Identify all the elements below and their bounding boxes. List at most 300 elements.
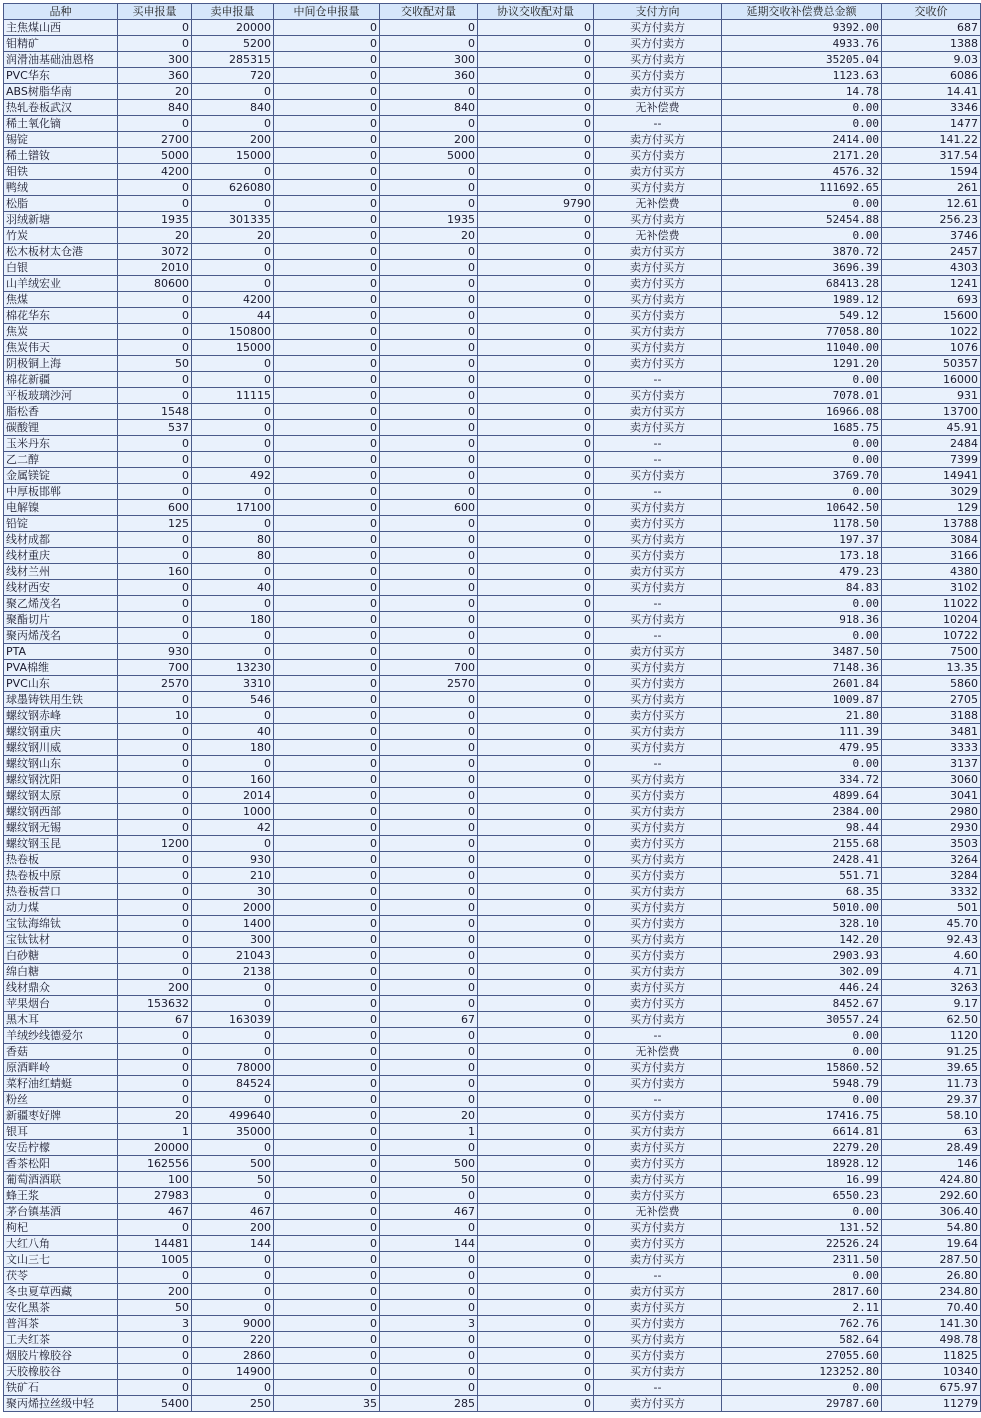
cell-mid-qty: 0 <box>274 820 380 836</box>
cell-mid-qty: 0 <box>274 52 380 68</box>
cell-sell-qty: 30 <box>192 884 274 900</box>
cell-buy-qty: 0 <box>118 884 192 900</box>
cell-mid-qty: 0 <box>274 1300 380 1316</box>
cell-settle-price: 45.70 <box>882 916 981 932</box>
cell-sell-qty: 0 <box>192 1380 274 1396</box>
cell-settle-price: 3264 <box>882 852 981 868</box>
cell-compensation: 0.00 <box>722 452 882 468</box>
cell-mid-qty: 0 <box>274 20 380 36</box>
cell-match-qty: 1935 <box>380 212 478 228</box>
cell-compensation: 111.39 <box>722 724 882 740</box>
cell-settle-price: 39.65 <box>882 1060 981 1076</box>
cell-agreement-qty: 0 <box>478 708 594 724</box>
cell-match-qty: 0 <box>380 580 478 596</box>
cell-compensation: 446.24 <box>722 980 882 996</box>
cell-compensation: 17416.75 <box>722 1108 882 1124</box>
cell-sell-qty: 250 <box>192 1396 274 1412</box>
cell-match-qty: 300 <box>380 52 478 68</box>
cell-compensation: 6550.23 <box>722 1188 882 1204</box>
cell-pay-direction: -- <box>594 372 722 388</box>
cell-pay-direction: 卖方付买方 <box>594 980 722 996</box>
cell-pay-direction: 买方付卖方 <box>594 468 722 484</box>
cell-product: 线材成都 <box>4 532 118 548</box>
cell-match-qty: 0 <box>380 964 478 980</box>
cell-agreement-qty: 0 <box>478 1380 594 1396</box>
cell-mid-qty: 0 <box>274 644 380 660</box>
cell-sell-qty: 3310 <box>192 676 274 692</box>
header-pay-direction: 支付方向 <box>594 4 722 20</box>
cell-mid-qty: 0 <box>274 420 380 436</box>
cell-sell-qty: 0 <box>192 244 274 260</box>
cell-product: 锡锭 <box>4 132 118 148</box>
cell-compensation: 479.95 <box>722 740 882 756</box>
table-row <box>4 692 981 708</box>
cell-product: 螺纹钢沈阳 <box>4 772 118 788</box>
cell-buy-qty: 0 <box>118 804 192 820</box>
cell-compensation: 479.23 <box>722 564 882 580</box>
table-row <box>4 276 981 292</box>
cell-pay-direction: 买方付卖方 <box>594 788 722 804</box>
cell-pay-direction: 买方付卖方 <box>594 580 722 596</box>
cell-agreement-qty: 0 <box>478 564 594 580</box>
cell-match-qty: 144 <box>380 1236 478 1252</box>
cell-product: 润滑油基础油恩格 <box>4 52 118 68</box>
table-row <box>4 132 981 148</box>
cell-mid-qty: 0 <box>274 1236 380 1252</box>
cell-agreement-qty: 0 <box>478 660 594 676</box>
cell-match-qty: 0 <box>380 932 478 948</box>
cell-buy-qty: 0 <box>118 948 192 964</box>
cell-settle-price: 424.80 <box>882 1172 981 1188</box>
cell-settle-price: 11022 <box>882 596 981 612</box>
cell-mid-qty: 0 <box>274 708 380 724</box>
cell-buy-qty: 4200 <box>118 164 192 180</box>
cell-match-qty: 0 <box>380 1188 478 1204</box>
cell-product: 螺纹钢川威 <box>4 740 118 756</box>
cell-compensation: 0.00 <box>722 228 882 244</box>
cell-settle-price: 26.80 <box>882 1268 981 1284</box>
cell-pay-direction: 买方付卖方 <box>594 724 722 740</box>
cell-compensation: 3769.70 <box>722 468 882 484</box>
cell-product: 松木板材太仓港 <box>4 244 118 260</box>
table-row <box>4 388 981 404</box>
cell-mid-qty: 0 <box>274 1332 380 1348</box>
cell-product: ABS树脂华南 <box>4 84 118 100</box>
table-row <box>4 212 981 228</box>
cell-buy-qty: 840 <box>118 100 192 116</box>
cell-buy-qty: 0 <box>118 180 192 196</box>
cell-buy-qty: 0 <box>118 116 192 132</box>
cell-agreement-qty: 0 <box>478 580 594 596</box>
cell-settle-price: 19.64 <box>882 1236 981 1252</box>
cell-match-qty: 0 <box>380 1380 478 1396</box>
table-row <box>4 84 981 100</box>
cell-sell-qty: 2014 <box>192 788 274 804</box>
cell-buy-qty: 20 <box>118 84 192 100</box>
cell-agreement-qty: 0 <box>478 372 594 388</box>
cell-compensation: 334.72 <box>722 772 882 788</box>
table-row <box>4 596 981 612</box>
table-row <box>4 20 981 36</box>
table-row <box>4 484 981 500</box>
cell-sell-qty: 0 <box>192 708 274 724</box>
cell-pay-direction: -- <box>594 116 722 132</box>
cell-settle-price: 14941 <box>882 468 981 484</box>
cell-agreement-qty: 0 <box>478 1284 594 1300</box>
cell-sell-qty: 467 <box>192 1204 274 1220</box>
cell-mid-qty: 0 <box>274 452 380 468</box>
table-row <box>4 452 981 468</box>
cell-product: 茯苓 <box>4 1268 118 1284</box>
cell-product: 香茶松阳 <box>4 1156 118 1172</box>
cell-sell-qty: 0 <box>192 836 274 852</box>
cell-agreement-qty: 0 <box>478 628 594 644</box>
cell-pay-direction: 买方付卖方 <box>594 676 722 692</box>
cell-compensation: 3696.39 <box>722 260 882 276</box>
cell-product: 松脂 <box>4 196 118 212</box>
cell-buy-qty: 0 <box>118 756 192 772</box>
cell-mid-qty: 0 <box>274 500 380 516</box>
cell-mid-qty: 0 <box>274 308 380 324</box>
cell-compensation: 98.44 <box>722 820 882 836</box>
cell-agreement-qty: 0 <box>478 836 594 852</box>
cell-compensation: 0.00 <box>722 756 882 772</box>
cell-settle-price: 91.25 <box>882 1044 981 1060</box>
table-row <box>4 436 981 452</box>
cell-sell-qty: 15000 <box>192 148 274 164</box>
cell-buy-qty: 0 <box>118 788 192 804</box>
cell-compensation: 918.36 <box>722 612 882 628</box>
cell-buy-qty: 3 <box>118 1316 192 1332</box>
cell-compensation: 762.76 <box>722 1316 882 1332</box>
cell-buy-qty: 5000 <box>118 148 192 164</box>
cell-mid-qty: 0 <box>274 900 380 916</box>
cell-pay-direction: 无补偿费 <box>594 1044 722 1060</box>
cell-mid-qty: 0 <box>274 980 380 996</box>
cell-agreement-qty: 0 <box>478 52 594 68</box>
cell-match-qty: 0 <box>380 740 478 756</box>
cell-match-qty: 2570 <box>380 676 478 692</box>
cell-sell-qty: 9000 <box>192 1316 274 1332</box>
table-row <box>4 100 981 116</box>
cell-buy-qty: 0 <box>118 596 192 612</box>
cell-product: 安化黑茶 <box>4 1300 118 1316</box>
cell-match-qty: 0 <box>380 324 478 340</box>
cell-pay-direction: 卖方付买方 <box>594 1284 722 1300</box>
cell-buy-qty: 1548 <box>118 404 192 420</box>
cell-compensation: 68413.28 <box>722 276 882 292</box>
cell-settle-price: 1076 <box>882 340 981 356</box>
cell-sell-qty: 21043 <box>192 948 274 964</box>
table-row <box>4 1236 981 1252</box>
cell-buy-qty: 0 <box>118 692 192 708</box>
cell-settle-price: 129 <box>882 500 981 516</box>
cell-match-qty: 20 <box>380 228 478 244</box>
cell-agreement-qty: 0 <box>478 452 594 468</box>
cell-sell-qty: 11115 <box>192 388 274 404</box>
cell-sell-qty: 0 <box>192 644 274 660</box>
table-row <box>4 740 981 756</box>
cell-mid-qty: 0 <box>274 996 380 1012</box>
settlement-table-container <box>3 3 981 1412</box>
cell-compensation: 14.78 <box>722 84 882 100</box>
cell-agreement-qty: 0 <box>478 1124 594 1140</box>
cell-compensation: 0.00 <box>722 436 882 452</box>
cell-sell-qty: 0 <box>192 628 274 644</box>
cell-product: 蜂王浆 <box>4 1188 118 1204</box>
cell-mid-qty: 0 <box>274 356 380 372</box>
cell-product: 烟胶片橡胶谷 <box>4 1348 118 1364</box>
table-row <box>4 1044 981 1060</box>
cell-product: 螺纹钢山东 <box>4 756 118 772</box>
cell-pay-direction: 买方付卖方 <box>594 820 722 836</box>
cell-sell-qty: 220 <box>192 1332 274 1348</box>
cell-pay-direction: 卖方付买方 <box>594 356 722 372</box>
cell-settle-price: 3102 <box>882 580 981 596</box>
cell-product: 工夫红茶 <box>4 1332 118 1348</box>
cell-pay-direction: 卖方付买方 <box>594 644 722 660</box>
cell-mid-qty: 0 <box>274 84 380 100</box>
table-row <box>4 468 981 484</box>
cell-product: 白银 <box>4 260 118 276</box>
cell-match-qty: 0 <box>380 1348 478 1364</box>
cell-pay-direction: 买方付卖方 <box>594 500 722 516</box>
cell-match-qty: 0 <box>380 612 478 628</box>
cell-mid-qty: 0 <box>274 1252 380 1268</box>
cell-compensation: 84.83 <box>722 580 882 596</box>
cell-mid-qty: 0 <box>274 916 380 932</box>
cell-settle-price: 29.37 <box>882 1092 981 1108</box>
table-row <box>4 772 981 788</box>
cell-buy-qty: 0 <box>118 1364 192 1380</box>
cell-agreement-qty: 0 <box>478 36 594 52</box>
cell-agreement-qty: 0 <box>478 1316 594 1332</box>
cell-settle-price: 10340 <box>882 1364 981 1380</box>
table-row <box>4 292 981 308</box>
cell-product: 文山三七 <box>4 1252 118 1268</box>
cell-settle-price: 3284 <box>882 868 981 884</box>
cell-mid-qty: 0 <box>274 548 380 564</box>
cell-buy-qty: 0 <box>118 436 192 452</box>
cell-match-qty: 0 <box>380 1268 478 1284</box>
table-row <box>4 644 981 660</box>
cell-compensation: 4899.64 <box>722 788 882 804</box>
cell-match-qty: 0 <box>380 1252 478 1268</box>
cell-match-qty: 0 <box>380 1028 478 1044</box>
cell-sell-qty: 180 <box>192 612 274 628</box>
cell-match-qty: 700 <box>380 660 478 676</box>
cell-buy-qty: 0 <box>118 372 192 388</box>
cell-compensation: 52454.88 <box>722 212 882 228</box>
cell-compensation: 77058.80 <box>722 324 882 340</box>
table-row <box>4 1364 981 1380</box>
cell-agreement-qty: 0 <box>478 1140 594 1156</box>
cell-compensation: 173.18 <box>722 548 882 564</box>
cell-buy-qty: 1935 <box>118 212 192 228</box>
cell-compensation: 68.35 <box>722 884 882 900</box>
cell-agreement-qty: 0 <box>478 116 594 132</box>
table-row <box>4 564 981 580</box>
cell-product: 菜籽油红蜻蜓 <box>4 1076 118 1092</box>
cell-compensation: 328.10 <box>722 916 882 932</box>
cell-sell-qty: 35000 <box>192 1124 274 1140</box>
cell-match-qty: 3 <box>380 1316 478 1332</box>
cell-mid-qty: 0 <box>274 276 380 292</box>
cell-agreement-qty: 0 <box>478 676 594 692</box>
cell-product: 粉丝 <box>4 1092 118 1108</box>
cell-product: 冬虫夏草西藏 <box>4 1284 118 1300</box>
cell-settle-price: 45.91 <box>882 420 981 436</box>
cell-sell-qty: 84524 <box>192 1076 274 1092</box>
cell-buy-qty: 67 <box>118 1012 192 1028</box>
cell-agreement-qty: 0 <box>478 1108 594 1124</box>
cell-agreement-qty: 0 <box>478 596 594 612</box>
table-row <box>4 548 981 564</box>
cell-product: 宝钛钛材 <box>4 932 118 948</box>
cell-product: 螺纹钢无锡 <box>4 820 118 836</box>
cell-pay-direction: 买方付卖方 <box>594 388 722 404</box>
cell-compensation: 1178.50 <box>722 516 882 532</box>
cell-mid-qty: 0 <box>274 932 380 948</box>
cell-agreement-qty: 0 <box>478 884 594 900</box>
cell-match-qty: 0 <box>380 788 478 804</box>
table-row <box>4 1316 981 1332</box>
cell-mid-qty: 0 <box>274 1188 380 1204</box>
cell-agreement-qty: 0 <box>478 1188 594 1204</box>
cell-match-qty: 0 <box>380 532 478 548</box>
cell-agreement-qty: 0 <box>478 468 594 484</box>
cell-buy-qty: 600 <box>118 500 192 516</box>
table-row <box>4 1396 981 1412</box>
cell-match-qty: 0 <box>380 244 478 260</box>
cell-match-qty: 0 <box>380 1220 478 1236</box>
cell-product: 聚丙烯拉丝级中轻 <box>4 1396 118 1412</box>
cell-sell-qty: 1400 <box>192 916 274 932</box>
cell-compensation: 35205.04 <box>722 52 882 68</box>
table-row <box>4 404 981 420</box>
cell-pay-direction: 买方付卖方 <box>594 292 722 308</box>
cell-compensation: 1009.87 <box>722 692 882 708</box>
cell-agreement-qty: 0 <box>478 1092 594 1108</box>
cell-compensation: 2384.00 <box>722 804 882 820</box>
cell-product: 玉米丹东 <box>4 436 118 452</box>
cell-compensation: 8452.67 <box>722 996 882 1012</box>
cell-buy-qty: 2570 <box>118 676 192 692</box>
cell-sell-qty: 2860 <box>192 1348 274 1364</box>
cell-buy-qty: 200 <box>118 980 192 996</box>
cell-buy-qty: 0 <box>118 308 192 324</box>
cell-compensation: 131.52 <box>722 1220 882 1236</box>
cell-mid-qty: 0 <box>274 564 380 580</box>
cell-settle-price: 1388 <box>882 36 981 52</box>
header-product: 品种 <box>4 4 118 20</box>
cell-mid-qty: 0 <box>274 692 380 708</box>
cell-product: 大红八角 <box>4 1236 118 1252</box>
cell-match-qty: 0 <box>380 116 478 132</box>
cell-agreement-qty: 0 <box>478 260 594 276</box>
cell-agreement-qty: 0 <box>478 868 594 884</box>
cell-settle-price: 7500 <box>882 644 981 660</box>
cell-sell-qty: 200 <box>192 132 274 148</box>
cell-compensation: 0.00 <box>722 372 882 388</box>
cell-settle-price: 16000 <box>882 372 981 388</box>
cell-mid-qty: 0 <box>274 36 380 52</box>
table-row <box>4 196 981 212</box>
cell-match-qty: 0 <box>380 1044 478 1060</box>
cell-sell-qty: 840 <box>192 100 274 116</box>
cell-pay-direction: 卖方付买方 <box>594 132 722 148</box>
cell-product: 宝钛海绵钛 <box>4 916 118 932</box>
cell-match-qty: 0 <box>380 84 478 100</box>
cell-buy-qty: 20 <box>118 1108 192 1124</box>
cell-settle-price: 1477 <box>882 116 981 132</box>
cell-agreement-qty: 0 <box>478 1268 594 1284</box>
cell-mid-qty: 0 <box>274 372 380 388</box>
cell-product: 钼铁 <box>4 164 118 180</box>
cell-mid-qty: 0 <box>274 468 380 484</box>
cell-match-qty: 0 <box>380 1060 478 1076</box>
cell-match-qty: 0 <box>380 628 478 644</box>
cell-product: 聚酯切片 <box>4 612 118 628</box>
cell-product: 碳酸锂 <box>4 420 118 436</box>
cell-pay-direction: 无补偿费 <box>594 196 722 212</box>
table-row <box>4 676 981 692</box>
cell-settle-price: 28.49 <box>882 1140 981 1156</box>
cell-pay-direction: 卖方付买方 <box>594 564 722 580</box>
cell-buy-qty: 0 <box>118 612 192 628</box>
cell-agreement-qty: 0 <box>478 500 594 516</box>
cell-mid-qty: 0 <box>274 628 380 644</box>
cell-buy-qty: 0 <box>118 868 192 884</box>
cell-product: 香菇 <box>4 1044 118 1060</box>
cell-settle-price: 3137 <box>882 756 981 772</box>
table-row <box>4 708 981 724</box>
cell-buy-qty: 1005 <box>118 1252 192 1268</box>
cell-sell-qty: 0 <box>192 164 274 180</box>
cell-mid-qty: 35 <box>274 1396 380 1412</box>
cell-pay-direction: 买方付卖方 <box>594 532 722 548</box>
table-row <box>4 1188 981 1204</box>
cell-sell-qty: 300 <box>192 932 274 948</box>
cell-pay-direction: 卖方付买方 <box>594 420 722 436</box>
cell-buy-qty: 360 <box>118 68 192 84</box>
cell-match-qty: 67 <box>380 1012 478 1028</box>
cell-buy-qty: 160 <box>118 564 192 580</box>
cell-compensation: 9392.00 <box>722 20 882 36</box>
cell-agreement-qty: 0 <box>478 788 594 804</box>
cell-settle-price: 4.71 <box>882 964 981 980</box>
cell-settle-price: 9.03 <box>882 52 981 68</box>
cell-match-qty: 0 <box>380 836 478 852</box>
cell-product: 原酒畔岭 <box>4 1060 118 1076</box>
cell-sell-qty: 0 <box>192 196 274 212</box>
cell-compensation: 549.12 <box>722 308 882 324</box>
cell-settle-price: 10722 <box>882 628 981 644</box>
cell-settle-price: 10204 <box>882 612 981 628</box>
cell-product: PTA <box>4 644 118 660</box>
cell-pay-direction: 买方付卖方 <box>594 1076 722 1092</box>
cell-mid-qty: 0 <box>274 292 380 308</box>
table-row <box>4 1012 981 1028</box>
cell-pay-direction: 买方付卖方 <box>594 308 722 324</box>
cell-settle-price: 54.80 <box>882 1220 981 1236</box>
cell-agreement-qty: 0 <box>478 404 594 420</box>
cell-product: 热卷板中原 <box>4 868 118 884</box>
cell-settle-price: 6086 <box>882 68 981 84</box>
cell-match-qty: 467 <box>380 1204 478 1220</box>
cell-sell-qty: 15000 <box>192 340 274 356</box>
cell-settle-price: 4.60 <box>882 948 981 964</box>
